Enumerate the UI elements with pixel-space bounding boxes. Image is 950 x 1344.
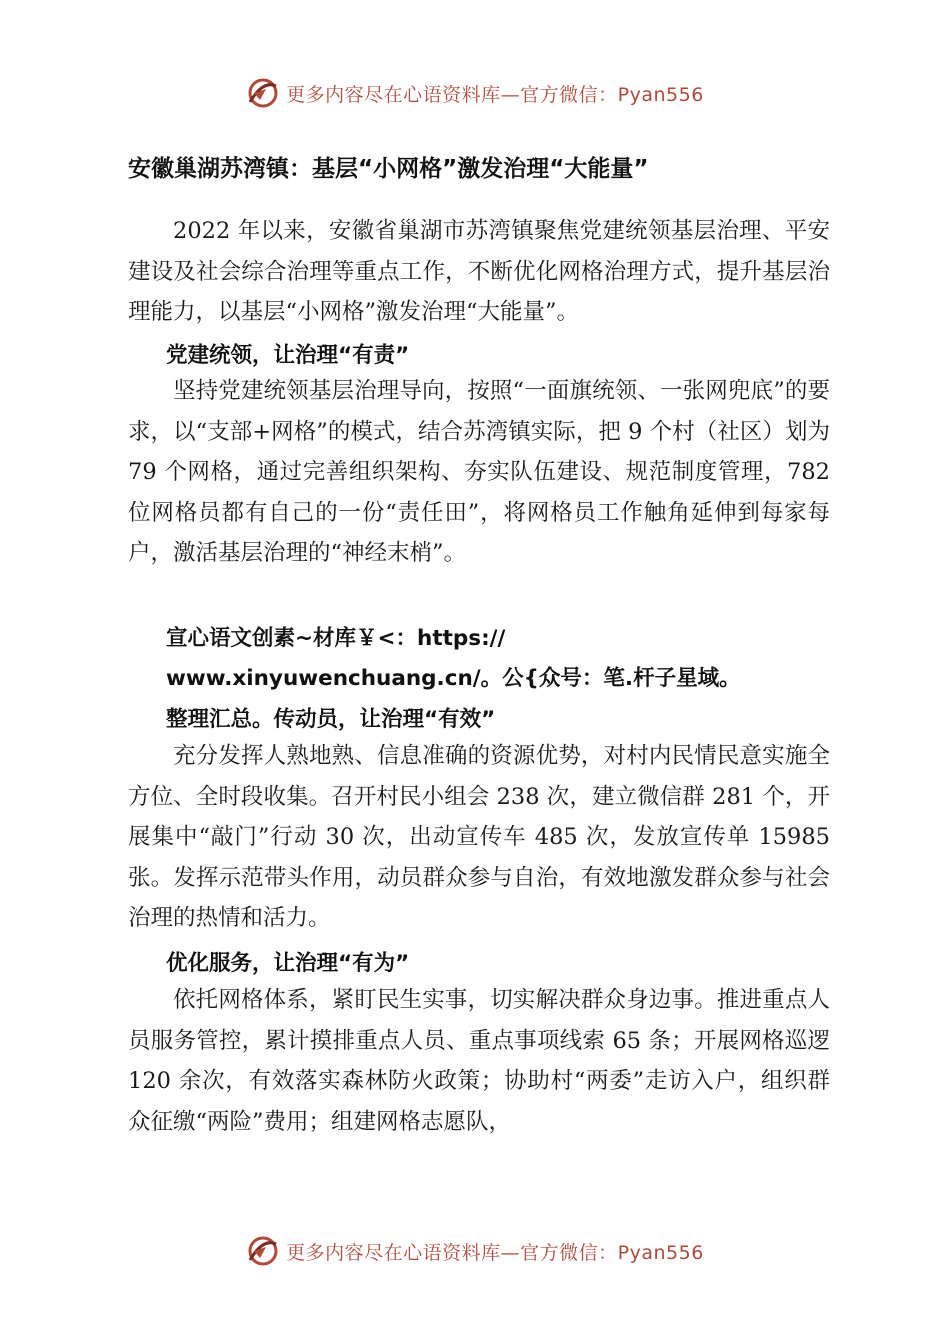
logo-icon: [246, 76, 280, 110]
footer-banner: [0, 1228, 950, 1274]
section-heading-service: 优化服务，让治理“有为”: [166, 951, 410, 976]
section-body-service: 依托网格体系，紧盯民生实事，切实解决群众身边事。推进重点人员服务管控，累计摸排重点人员、重点事项线索 65 条；开展网格巡逻 120 余次，有效落实森林防火政策；协助村“两委”走访入户，组织群众征缴“两险”费用；组建网格志愿队，: [128, 987, 830, 1135]
section-heading-mobilize: 整理汇总。传动员，让治理“有效”: [166, 707, 496, 732]
header-banner: [0, 70, 950, 116]
intro-paragraph: 2022 年以来，安徽省巢湖市苏湾镇聚焦党建统领基层治理、平安建设及社会综合治理等重点工作，不断优化网格治理方式，提升基层治理能力，以基层“小网格”激发治理“大能量”。: [128, 218, 830, 326]
section-body-mobilize: 充分发挥人熟地熟、信息准确的资源优势，对村内民情民意实施全方位、全时段收集。召开村民小组会 238 次，建立微信群 281 个，开展集中“敲门”行动 30 次，出动宣传车 485 次，发放宣传单 15985 张。发挥示范带头作用，动员群众参与自治，有效地激发群众参与社会治理的热情和活力。: [128, 743, 830, 932]
footer-account: Pyan556: [617, 1241, 704, 1264]
document-title: 安徽巢湖苏湾镇：基层“小网格”激发治理“大能量”: [128, 156, 649, 182]
footer-banner-text: 更多内容尽在心语资料库—官方微信：Pyan556: [286, 1241, 704, 1264]
header-banner-text: 更多内容尽在心语资料库—官方微信：Pyan556: [286, 83, 704, 106]
watermark-line-2: www.xinyuwenchuang.cn/。公{众号：笔.杆子星域。: [166, 666, 741, 691]
header-account: Pyan556: [617, 83, 704, 106]
logo-icon: [246, 1234, 280, 1268]
watermark-line-1: 宣心语文创素~材库￥<：https://: [166, 626, 506, 651]
section-heading-party: 党建统领，让治理“有责”: [166, 343, 410, 368]
section-body-party: 坚持党建统领基层治理导向，按照“一面旗统领、一张网兜底”的要求，以“支部+网格”的模式，结合苏湾镇实际，把 9 个村（社区）划为 79 个网格，通过完善组织架构、夯实队伍建设、规范制度管理，782 位网格员都有自己的一份“责任田”，将网格员工作触角延伸到每家每户，激活基层治理的“神经末梢”。: [128, 378, 830, 567]
